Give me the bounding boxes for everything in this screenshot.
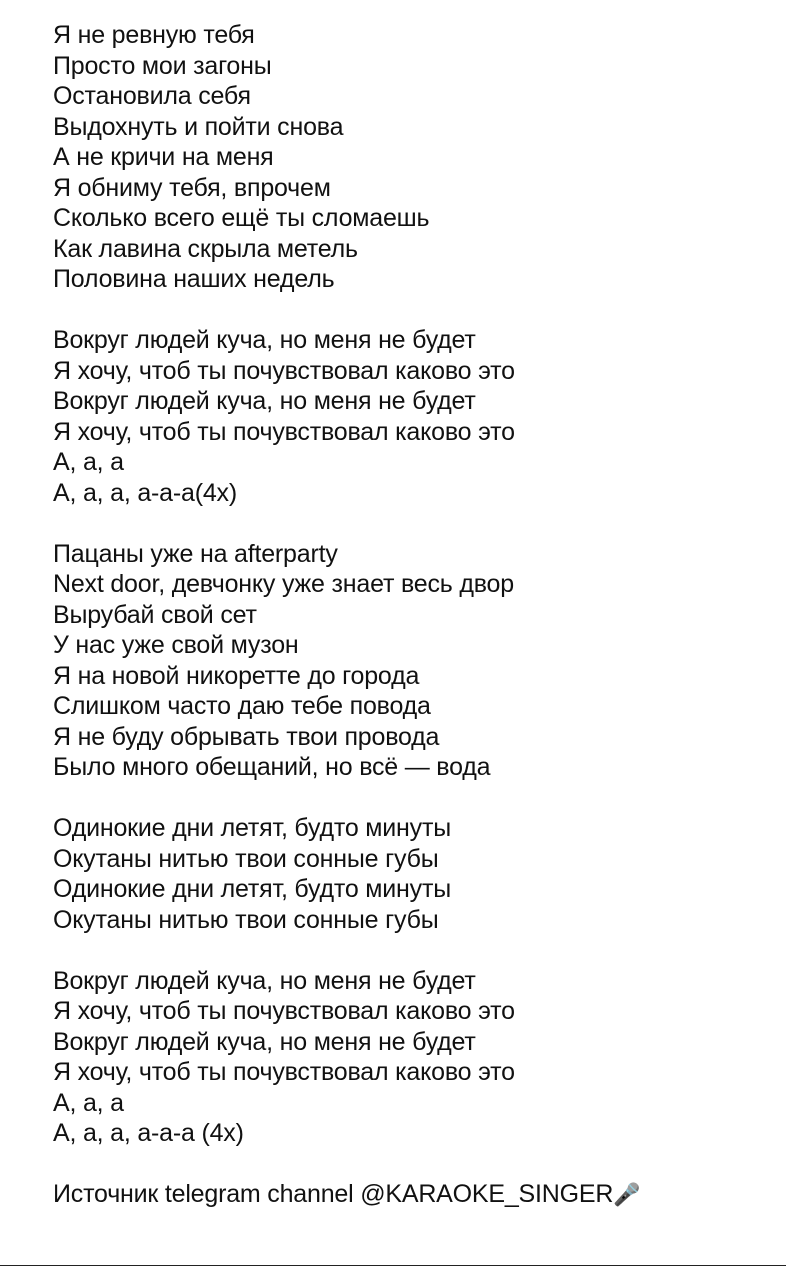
lyric-line: А, а, а, а-а-а(4х)	[53, 478, 237, 507]
lyric-line: Одинокие дни летят, будто минуты	[53, 814, 451, 842]
lyric-line: Выдохнуть и пойти снова	[53, 112, 344, 141]
lyric-line: Вырубай свой сет	[53, 600, 257, 629]
lyric-line: Next door, девчонку уже знает весь двор	[53, 570, 514, 598]
lyrics-text	[53, 20, 773, 1210]
microphone-icon: 🎤	[613, 1182, 641, 1207]
lyric-line: Я на новой никоретте до города	[53, 661, 420, 690]
lyric-line: Вокруг людей куча, но меня не будет	[53, 387, 476, 415]
stanza-1	[53, 20, 773, 295]
lyric-line: Вокруг людей куча, но меня не будет	[53, 966, 476, 995]
lyric-line: Вокруг людей куча, но меня не будет	[53, 326, 476, 354]
lyric-line: Окутаны нитью твои сонные губы	[53, 905, 439, 934]
lyric-line: А, а, а	[53, 1088, 124, 1117]
lyric-line: Вокруг людей куча, но меня не будет	[53, 1027, 476, 1056]
lyric-line: У нас уже свой музон	[53, 631, 299, 659]
lyric-line: Сколько всего ещё ты сломаешь	[53, 204, 430, 232]
lyric-line: Я обниму тебя, впрочем	[53, 173, 331, 202]
lyric-line: Слишком часто даю тебе повода	[53, 692, 431, 720]
lyric-line: Я хочу, чтоб ты почувствовал каково это	[53, 997, 515, 1025]
lyric-line: Я хочу, чтоб ты почувствовал каково это	[53, 417, 515, 446]
lyric-line: Было много обещаний, но всё — вода	[53, 753, 491, 781]
lyric-line: Одинокие дни летят, будто минуты	[53, 875, 451, 903]
stanza-5-chorus	[53, 966, 773, 1149]
stanza-3	[53, 539, 773, 783]
lyric-line: А, а, а, а-а-а (4х)	[53, 1119, 244, 1147]
lyric-line: А, а, а	[53, 448, 124, 476]
lyric-line: Как лавина скрыла метель	[53, 234, 358, 263]
bottom-divider	[0, 1265, 786, 1266]
lyric-line: Половина наших недель	[53, 265, 335, 293]
lyric-line: Я не ревную тебя	[53, 21, 255, 49]
source-credit	[53, 1179, 773, 1210]
stanza-2-chorus	[53, 325, 773, 508]
lyric-line: Я хочу, чтоб ты почувствовал каково это	[53, 356, 515, 385]
lyric-line: Пацаны уже на afterparty	[53, 539, 338, 568]
stanza-4	[53, 813, 773, 935]
lyric-line: Остановила себя	[53, 82, 251, 110]
source-text: Источник telegram channel @KARAOKE_SINGER	[53, 1180, 614, 1208]
lyric-line: Я хочу, чтоб ты почувствовал каково это	[53, 1058, 515, 1086]
lyric-line: Просто мои загоны	[53, 51, 272, 80]
lyric-line: А не кричи на меня	[53, 143, 274, 171]
lyric-line: Окутаны нитью твои сонные губы	[53, 844, 439, 873]
lyric-line: Я не буду обрывать твои провода	[53, 722, 440, 751]
